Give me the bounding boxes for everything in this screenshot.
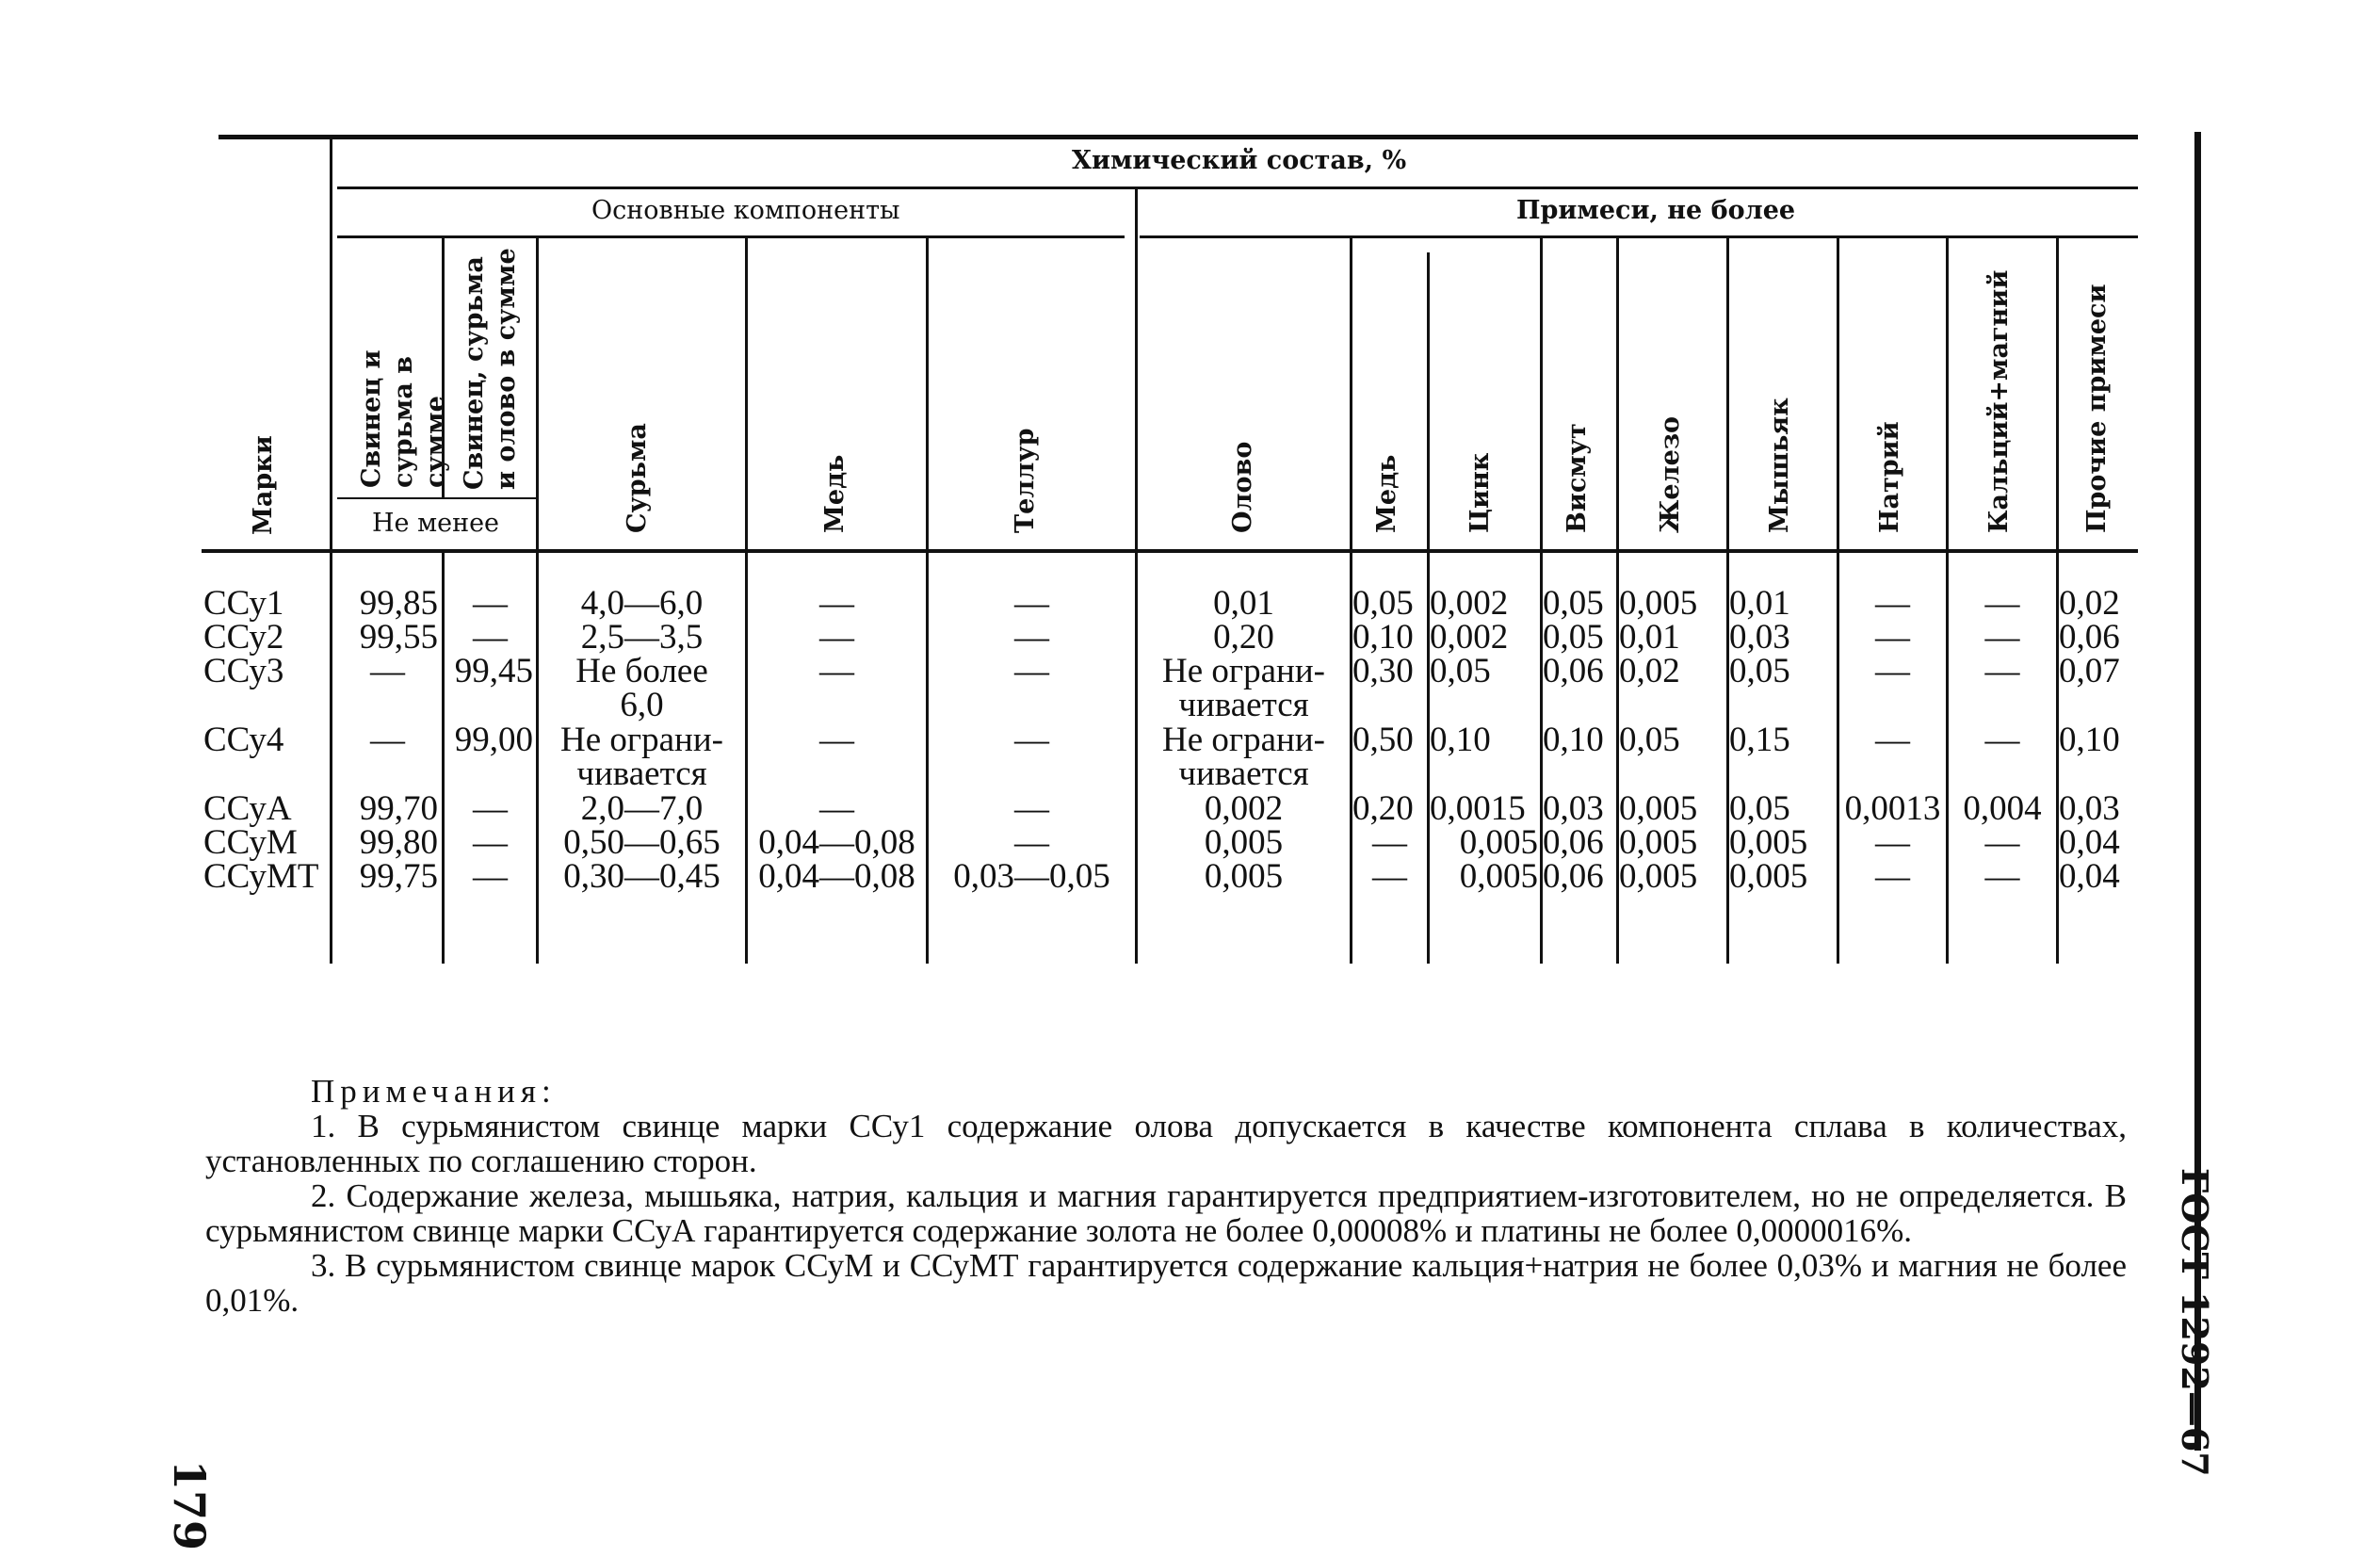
group-rule bbox=[337, 187, 2138, 189]
note-item-text: 3. В сурьмянистом свинце марок ССуМ и ССуМТ гарантируется содержание кальция+натрия не более 0,03% и магния не более 0,01%. bbox=[205, 1247, 2127, 1319]
table-cell-te: — bbox=[1014, 584, 1049, 623]
table-cell-marka: ССу1 bbox=[203, 584, 284, 623]
table-cell-pbsb: 99,70 bbox=[359, 789, 438, 828]
impurities-group-rule bbox=[1140, 235, 2138, 238]
table-cell-as: 0,005 bbox=[1729, 857, 1808, 896]
impurities-group-title: Примеси, не более bbox=[1516, 196, 1796, 225]
table-cell-sb: 4,0—6,0 bbox=[580, 584, 704, 623]
col-header-fe: Железо bbox=[1656, 415, 1685, 533]
table-cell-pbsbsn: — bbox=[473, 618, 508, 657]
page-number: 179 bbox=[164, 1460, 215, 1551]
table-cell-pbsb: 99,75 bbox=[359, 857, 438, 896]
table-cell-na: 0,0013 bbox=[1844, 789, 1941, 828]
table-cell-na: — bbox=[1875, 618, 1910, 657]
table-cell-ca-mg: — bbox=[1984, 721, 2020, 759]
table-cell-other: 0,02 bbox=[2059, 584, 2120, 623]
table-cell-na: — bbox=[1875, 721, 1910, 759]
table-cell-sb: 0,50—0,65 bbox=[563, 823, 720, 862]
col-header-na: Натрий bbox=[1875, 421, 1904, 533]
table-cell-marka: ССу3 bbox=[203, 652, 284, 690]
table-cell-marka: ССуА bbox=[203, 789, 292, 828]
table-cell-as: 0,03 bbox=[1729, 618, 1790, 657]
table-cell-te: 0,03—0,05 bbox=[953, 857, 1110, 896]
table-cell-ca-mg: — bbox=[1984, 823, 2020, 862]
header-bottom-rule bbox=[202, 549, 2138, 553]
table-cell-other: 0,06 bbox=[2059, 618, 2120, 657]
table-cell-bi: 0,06 bbox=[1543, 857, 1604, 896]
table-cell-marka: ССуМТ bbox=[203, 857, 319, 896]
table-cell-sn: Не ограни- bbox=[1162, 652, 1325, 690]
main-group-rule bbox=[337, 235, 1125, 238]
table-cell-cu2: 0,50 bbox=[1352, 721, 1414, 759]
table-cell-sn-line2: чивается bbox=[1178, 686, 1309, 724]
table-cell-pbsb: 99,55 bbox=[359, 618, 438, 657]
table-cell-bi: 0,06 bbox=[1543, 823, 1604, 862]
col-header-lead-sb-text: Свинец и сурьма в сумме bbox=[357, 349, 450, 488]
col-header-sn: Олово bbox=[1228, 441, 1257, 533]
table-cell-te: — bbox=[1014, 652, 1049, 690]
table-cell-na: — bbox=[1875, 584, 1910, 623]
table-cell-sb: Не ограни- bbox=[560, 721, 723, 759]
table-cell-te: — bbox=[1014, 823, 1049, 862]
table-cell-ca-mg: — bbox=[1984, 857, 2020, 896]
table-cell-bi: 0,03 bbox=[1543, 789, 1604, 828]
table-cell-cu2: — bbox=[1372, 823, 1407, 862]
table-cell-sb: 2,5—3,5 bbox=[580, 618, 704, 657]
table-cell-zn: 0,0015 bbox=[1430, 789, 1526, 828]
table-cell-sn: 0,005 bbox=[1204, 857, 1284, 896]
table-cell-pbsbsn: — bbox=[473, 584, 508, 623]
table-cell-sn: 0,002 bbox=[1204, 789, 1284, 828]
col-header-lead-sb-sn bbox=[459, 243, 523, 490]
table-cell-sb-line2: чивается bbox=[576, 754, 707, 793]
table-cell-fe: 0,005 bbox=[1619, 789, 1698, 828]
note-item bbox=[205, 1178, 2127, 1248]
table-cell-as: 0,05 bbox=[1729, 789, 1790, 828]
main-group-title: Основные компоненты bbox=[591, 196, 900, 225]
note-item-text: 2. Содержание железа, мышьяка, натрия, кальция и магния гарантируется предприятием-изготовителем, но не определяется. В сурьмянистом свинце марки ССуА гарантируется содержание золота не более 0,00008% и платины не более 0,0000016%. bbox=[205, 1177, 2127, 1249]
table-cell-ca-mg: — bbox=[1984, 618, 2020, 657]
table-cell-sn: Не ограни- bbox=[1162, 721, 1325, 759]
table-cell-cu: — bbox=[819, 584, 854, 623]
table-cell-cu: — bbox=[819, 721, 854, 759]
table-cell-marka: ССуМ bbox=[203, 823, 298, 862]
table-cell-bi: 0,05 bbox=[1543, 584, 1604, 623]
col-header-zn: Цинк bbox=[1465, 452, 1495, 533]
col-header-cu2: Медь bbox=[1372, 454, 1401, 533]
table-cell-te: — bbox=[1014, 789, 1049, 828]
table-cell-zn: 0,05 bbox=[1430, 652, 1491, 690]
table-cell-zn: 0,005 bbox=[1459, 823, 1538, 862]
col-header-ca-mg: Кальций+магний bbox=[1984, 269, 2014, 533]
table-cell-zn: 0,002 bbox=[1430, 584, 1509, 623]
col-header-as: Мышьяк bbox=[1765, 397, 1794, 533]
gost-label: ГОСТ 1292—67 bbox=[2174, 1168, 2216, 1477]
table-cell-cu2: 0,05 bbox=[1352, 584, 1414, 623]
min-rule bbox=[337, 497, 537, 499]
table-cell-zn: 0,10 bbox=[1430, 721, 1491, 759]
table-cell-na: — bbox=[1875, 857, 1910, 896]
table-cell-cu: 0,04—0,08 bbox=[758, 857, 915, 896]
table-cell-zn: 0,005 bbox=[1459, 857, 1538, 896]
notes-title-text: Примечания: bbox=[311, 1073, 557, 1110]
table-cell-other: 0,04 bbox=[2059, 823, 2120, 862]
table-cell-fe: 0,005 bbox=[1619, 823, 1698, 862]
group-title: Химический состав, % bbox=[1072, 146, 1407, 175]
col-header-te: Теллур bbox=[1011, 428, 1040, 533]
table-cell-other: 0,07 bbox=[2059, 652, 2120, 690]
table-cell-cu: 0,04—0,08 bbox=[758, 823, 915, 862]
table-cell-pbsb: — bbox=[370, 721, 405, 759]
col-header-cu: Медь bbox=[820, 454, 850, 533]
table-cell-other: 0,03 bbox=[2059, 789, 2120, 828]
table-cell-te: — bbox=[1014, 721, 1049, 759]
table-cell-fe: 0,01 bbox=[1619, 618, 1680, 657]
note-item bbox=[205, 1109, 2127, 1178]
notes bbox=[205, 1074, 2127, 1318]
table-cell-cu2: 0,20 bbox=[1352, 789, 1414, 828]
table-cell-fe: 0,005 bbox=[1619, 584, 1698, 623]
col-header-marka: Марки bbox=[249, 435, 278, 535]
table-cell-other: 0,10 bbox=[2059, 721, 2120, 759]
table-cell-pbsb: 99,85 bbox=[359, 584, 438, 623]
table-cell-sb: Не более bbox=[575, 652, 708, 690]
table-top-rule bbox=[219, 135, 2138, 139]
table-cell-pbsbsn: 99,45 bbox=[454, 652, 533, 690]
col-header-lead-sb-sn-text: Свинец, сурьма и олово в сумме bbox=[460, 248, 521, 490]
table-cell-as: 0,01 bbox=[1729, 584, 1790, 623]
table-cell-fe: 0,005 bbox=[1619, 857, 1698, 896]
table-cell-sb-line2: 6,0 bbox=[620, 686, 664, 724]
table-cell-te: — bbox=[1014, 618, 1049, 657]
table-cell-cu2: — bbox=[1372, 857, 1407, 896]
min-label: Не менее bbox=[372, 509, 500, 538]
table-cell-na: — bbox=[1875, 823, 1910, 862]
table-cell-pbsbsn: — bbox=[473, 789, 508, 828]
table-cell-as: 0,05 bbox=[1729, 652, 1790, 690]
table-cell-fe: 0,02 bbox=[1619, 652, 1680, 690]
table-cell-as: 0,005 bbox=[1729, 823, 1808, 862]
table-cell-marka: ССу2 bbox=[203, 618, 284, 657]
table-cell-sn: 0,20 bbox=[1213, 618, 1274, 657]
table-cell-pbsbsn: 99,00 bbox=[454, 721, 533, 759]
col-header-bi: Висмут bbox=[1562, 423, 1592, 533]
table-cell-sn: 0,01 bbox=[1213, 584, 1274, 623]
table-cell-pbsbsn: — bbox=[473, 857, 508, 896]
table-cell-other: 0,04 bbox=[2059, 857, 2120, 896]
table-cell-pbsbsn: — bbox=[473, 823, 508, 862]
col-header-other: Прочие примеси bbox=[2082, 284, 2112, 533]
notes-title bbox=[205, 1074, 2127, 1109]
note-item bbox=[205, 1248, 2127, 1318]
table-cell-ca-mg: 0,004 bbox=[1963, 789, 2042, 828]
table-cell-zn: 0,002 bbox=[1430, 618, 1509, 657]
table-cell-marka: ССу4 bbox=[203, 721, 284, 759]
table-cell-fe: 0,05 bbox=[1619, 721, 1680, 759]
table-cell-cu2: 0,10 bbox=[1352, 618, 1414, 657]
table-cell-as: 0,15 bbox=[1729, 721, 1790, 759]
col-header-lead-sb bbox=[356, 262, 452, 488]
table-cell-sb: 2,0—7,0 bbox=[580, 789, 704, 828]
table-cell-sn-line2: чивается bbox=[1178, 754, 1309, 793]
table-cell-sn: 0,005 bbox=[1204, 823, 1284, 862]
table-cell-bi: 0,05 bbox=[1543, 618, 1604, 657]
table-cell-cu: — bbox=[819, 618, 854, 657]
col-header-sb: Сурьма bbox=[623, 423, 652, 533]
table-cell-bi: 0,06 bbox=[1543, 652, 1604, 690]
table-cell-cu: — bbox=[819, 789, 854, 828]
note-item-text: 1. В сурьмянистом свинце марки ССу1 содержание олова допускается в качестве компонента сплава в количествах, установленных по соглашению сторон. bbox=[205, 1108, 2127, 1179]
table-cell-bi: 0,10 bbox=[1543, 721, 1604, 759]
table-cell-ca-mg: — bbox=[1984, 652, 2020, 690]
table-cell-cu: — bbox=[819, 652, 854, 690]
table-cell-sb: 0,30—0,45 bbox=[563, 857, 720, 896]
table-cell-pbsb: 99,80 bbox=[359, 823, 438, 862]
table-cell-na: — bbox=[1875, 652, 1910, 690]
table-cell-ca-mg: — bbox=[1984, 584, 2020, 623]
table-cell-pbsb: — bbox=[370, 652, 405, 690]
table-cell-cu2: 0,30 bbox=[1352, 652, 1414, 690]
